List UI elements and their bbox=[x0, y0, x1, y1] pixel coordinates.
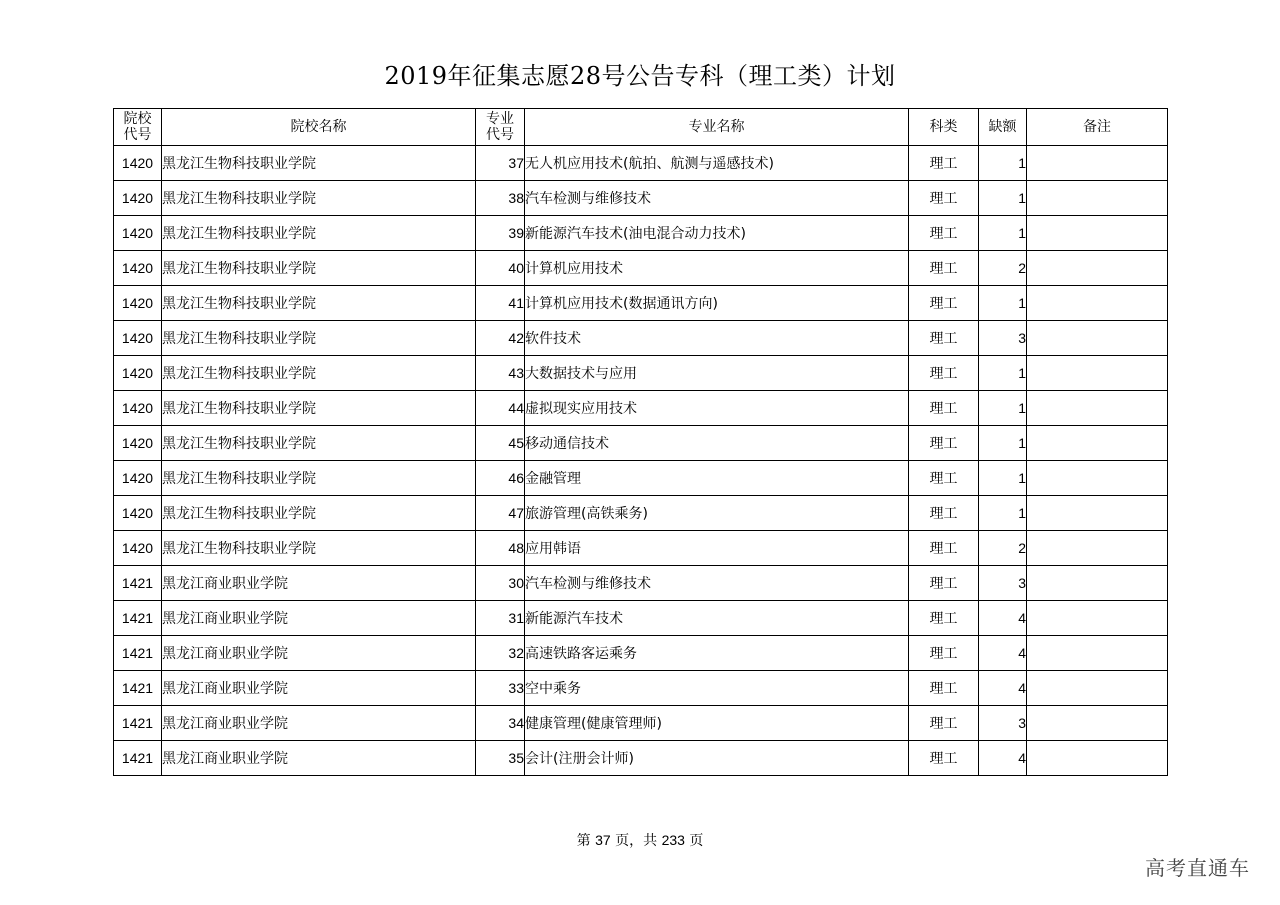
school-code-cell: 1421 bbox=[114, 601, 162, 636]
remark-cell bbox=[1027, 426, 1168, 461]
table-row bbox=[114, 426, 1168, 461]
table-row bbox=[114, 146, 1168, 181]
major-code-cell: 35 bbox=[476, 741, 525, 776]
vacancy-cell: 4 bbox=[979, 636, 1027, 671]
vacancy-cell: 1 bbox=[979, 356, 1027, 391]
major-name-cell: 计算机应用技术 bbox=[525, 251, 909, 286]
vacancy-cell: 1 bbox=[979, 146, 1027, 181]
major-code-cell: 31 bbox=[476, 601, 525, 636]
header-category: 科类 bbox=[909, 109, 979, 146]
school-name-cell: 黑龙江生物科技职业学院 bbox=[162, 251, 476, 286]
remark-cell bbox=[1027, 531, 1168, 566]
major-code-cell: 33 bbox=[476, 671, 525, 706]
major-name-cell: 旅游管理(高铁乘务) bbox=[525, 496, 909, 531]
school-name-cell: 黑龙江生物科技职业学院 bbox=[162, 286, 476, 321]
remark-cell bbox=[1027, 741, 1168, 776]
school-code-cell: 1420 bbox=[114, 496, 162, 531]
major-code-cell: 43 bbox=[476, 356, 525, 391]
category-cell: 理工 bbox=[909, 146, 979, 181]
watermark: 高考直通车 bbox=[1145, 856, 1250, 880]
remark-cell bbox=[1027, 636, 1168, 671]
remark-cell bbox=[1027, 671, 1168, 706]
page-footer bbox=[0, 830, 1280, 850]
major-name-cell: 新能源汽车技术 bbox=[525, 601, 909, 636]
table-row bbox=[114, 216, 1168, 251]
header-major-name: 专业名称 bbox=[525, 109, 909, 146]
vacancy-cell: 1 bbox=[979, 181, 1027, 216]
vacancy-cell: 2 bbox=[979, 531, 1027, 566]
school-name-cell: 黑龙江生物科技职业学院 bbox=[162, 496, 476, 531]
school-name-cell: 黑龙江商业职业学院 bbox=[162, 566, 476, 601]
vacancy-cell: 1 bbox=[979, 496, 1027, 531]
table-row bbox=[114, 741, 1168, 776]
major-code-cell: 38 bbox=[476, 181, 525, 216]
major-code-cell: 44 bbox=[476, 391, 525, 426]
header-major-code-line1: 专业 bbox=[486, 111, 514, 127]
category-cell: 理工 bbox=[909, 496, 979, 531]
vacancy-cell: 2 bbox=[979, 251, 1027, 286]
category-cell: 理工 bbox=[909, 286, 979, 321]
remark-cell bbox=[1027, 461, 1168, 496]
remark-cell bbox=[1027, 286, 1168, 321]
table-row bbox=[114, 391, 1168, 426]
table-row bbox=[114, 566, 1168, 601]
vacancy-cell: 1 bbox=[979, 391, 1027, 426]
major-code-cell: 37 bbox=[476, 146, 525, 181]
remark-cell bbox=[1027, 391, 1168, 426]
footer-page-number: 37 bbox=[595, 832, 611, 848]
vacancy-cell: 3 bbox=[979, 321, 1027, 356]
school-code-cell: 1420 bbox=[114, 391, 162, 426]
header-school-code-line1: 院校 bbox=[123, 111, 152, 127]
category-cell: 理工 bbox=[909, 706, 979, 741]
table-header-row bbox=[114, 109, 1168, 146]
table-row bbox=[114, 496, 1168, 531]
table-row bbox=[114, 461, 1168, 496]
school-name-cell: 黑龙江商业职业学院 bbox=[162, 636, 476, 671]
header-vacancy: 缺额 bbox=[979, 109, 1027, 146]
remark-cell bbox=[1027, 706, 1168, 741]
major-code-cell: 45 bbox=[476, 426, 525, 461]
category-cell: 理工 bbox=[909, 741, 979, 776]
table-row bbox=[114, 706, 1168, 741]
table-row bbox=[114, 671, 1168, 706]
major-name-cell: 虚拟现实应用技术 bbox=[525, 391, 909, 426]
remark-cell bbox=[1027, 146, 1168, 181]
vacancy-cell: 4 bbox=[979, 741, 1027, 776]
remark-cell bbox=[1027, 356, 1168, 391]
school-name-cell: 黑龙江生物科技职业学院 bbox=[162, 181, 476, 216]
header-remark: 备注 bbox=[1027, 109, 1168, 146]
table-row bbox=[114, 531, 1168, 566]
footer-prefix: 第 bbox=[576, 833, 591, 849]
school-code-cell: 1420 bbox=[114, 251, 162, 286]
major-name-cell: 汽车检测与维修技术 bbox=[525, 181, 909, 216]
school-code-cell: 1420 bbox=[114, 461, 162, 496]
remark-cell bbox=[1027, 496, 1168, 531]
school-name-cell: 黑龙江生物科技职业学院 bbox=[162, 321, 476, 356]
vacancy-cell: 1 bbox=[979, 461, 1027, 496]
vacancy-cell: 4 bbox=[979, 601, 1027, 636]
major-code-cell: 39 bbox=[476, 216, 525, 251]
school-name-cell: 黑龙江商业职业学院 bbox=[162, 741, 476, 776]
school-name-cell: 黑龙江生物科技职业学院 bbox=[162, 216, 476, 251]
category-cell: 理工 bbox=[909, 601, 979, 636]
category-cell: 理工 bbox=[909, 671, 979, 706]
major-name-cell: 软件技术 bbox=[525, 321, 909, 356]
major-code-cell: 46 bbox=[476, 461, 525, 496]
table-body bbox=[114, 146, 1168, 776]
category-cell: 理工 bbox=[909, 566, 979, 601]
school-code-cell: 1421 bbox=[114, 636, 162, 671]
table-row bbox=[114, 601, 1168, 636]
school-code-cell: 1420 bbox=[114, 286, 162, 321]
header-major-code-line2: 代号 bbox=[486, 127, 514, 143]
major-name-cell: 空中乘务 bbox=[525, 671, 909, 706]
header-school-code bbox=[114, 109, 162, 146]
school-code-cell: 1420 bbox=[114, 216, 162, 251]
major-name-cell: 计算机应用技术(数据通讯方向) bbox=[525, 286, 909, 321]
major-code-cell: 40 bbox=[476, 251, 525, 286]
school-name-cell: 黑龙江商业职业学院 bbox=[162, 706, 476, 741]
school-name-cell: 黑龙江商业职业学院 bbox=[162, 671, 476, 706]
major-name-cell: 应用韩语 bbox=[525, 531, 909, 566]
footer-suffix: 页 bbox=[689, 833, 704, 849]
table-row bbox=[114, 286, 1168, 321]
major-name-cell: 新能源汽车技术(油电混合动力技术) bbox=[525, 216, 909, 251]
remark-cell bbox=[1027, 181, 1168, 216]
category-cell: 理工 bbox=[909, 251, 979, 286]
major-name-cell: 高速铁路客运乘务 bbox=[525, 636, 909, 671]
table-row bbox=[114, 251, 1168, 286]
table-row bbox=[114, 181, 1168, 216]
vacancy-cell: 3 bbox=[979, 706, 1027, 741]
remark-cell bbox=[1027, 566, 1168, 601]
school-code-cell: 1421 bbox=[114, 741, 162, 776]
school-name-cell: 黑龙江生物科技职业学院 bbox=[162, 461, 476, 496]
major-code-cell: 42 bbox=[476, 321, 525, 356]
school-name-cell: 黑龙江生物科技职业学院 bbox=[162, 391, 476, 426]
remark-cell bbox=[1027, 321, 1168, 356]
school-name-cell: 黑龙江生物科技职业学院 bbox=[162, 356, 476, 391]
vacancy-cell: 1 bbox=[979, 426, 1027, 461]
page-title: 2019年征集志愿28号公告专科（理工类）计划 bbox=[384, 62, 896, 90]
major-name-cell: 移动通信技术 bbox=[525, 426, 909, 461]
category-cell: 理工 bbox=[909, 356, 979, 391]
table-row bbox=[114, 321, 1168, 356]
category-cell: 理工 bbox=[909, 461, 979, 496]
category-cell: 理工 bbox=[909, 181, 979, 216]
major-code-cell: 41 bbox=[476, 286, 525, 321]
school-name-cell: 黑龙江生物科技职业学院 bbox=[162, 426, 476, 461]
major-code-cell: 47 bbox=[476, 496, 525, 531]
school-code-cell: 1421 bbox=[114, 706, 162, 741]
header-major-code bbox=[476, 109, 525, 146]
major-name-cell: 健康管理(健康管理师) bbox=[525, 706, 909, 741]
category-cell: 理工 bbox=[909, 216, 979, 251]
school-name-cell: 黑龙江生物科技职业学院 bbox=[162, 146, 476, 181]
header-school-name: 院校名称 bbox=[162, 109, 476, 146]
school-code-cell: 1420 bbox=[114, 531, 162, 566]
major-code-cell: 48 bbox=[476, 531, 525, 566]
major-code-cell: 34 bbox=[476, 706, 525, 741]
category-cell: 理工 bbox=[909, 321, 979, 356]
vacancy-cell: 3 bbox=[979, 566, 1027, 601]
vacancy-cell: 4 bbox=[979, 671, 1027, 706]
table-row bbox=[114, 356, 1168, 391]
footer-total-pages: 233 bbox=[661, 832, 685, 848]
major-name-cell: 大数据技术与应用 bbox=[525, 356, 909, 391]
category-cell: 理工 bbox=[909, 531, 979, 566]
school-code-cell: 1421 bbox=[114, 566, 162, 601]
school-code-cell: 1420 bbox=[114, 321, 162, 356]
category-cell: 理工 bbox=[909, 636, 979, 671]
header-school-code-line2: 代号 bbox=[123, 127, 152, 143]
vacancy-cell: 1 bbox=[979, 216, 1027, 251]
major-name-cell: 无人机应用技术(航拍、航测与遥感技术) bbox=[525, 146, 909, 181]
school-code-cell: 1421 bbox=[114, 671, 162, 706]
remark-cell bbox=[1027, 251, 1168, 286]
school-code-cell: 1420 bbox=[114, 146, 162, 181]
remark-cell bbox=[1027, 601, 1168, 636]
major-name-cell: 金融管理 bbox=[525, 461, 909, 496]
major-code-cell: 32 bbox=[476, 636, 525, 671]
footer-middle: 页，共 bbox=[615, 833, 658, 849]
school-name-cell: 黑龙江商业职业学院 bbox=[162, 601, 476, 636]
plan-table bbox=[113, 108, 1168, 776]
school-name-cell: 黑龙江生物科技职业学院 bbox=[162, 531, 476, 566]
category-cell: 理工 bbox=[909, 391, 979, 426]
remark-cell bbox=[1027, 216, 1168, 251]
major-name-cell: 汽车检测与维修技术 bbox=[525, 566, 909, 601]
vacancy-cell: 1 bbox=[979, 286, 1027, 321]
school-code-cell: 1420 bbox=[114, 356, 162, 391]
category-cell: 理工 bbox=[909, 426, 979, 461]
school-code-cell: 1420 bbox=[114, 181, 162, 216]
major-code-cell: 30 bbox=[476, 566, 525, 601]
major-name-cell: 会计(注册会计师) bbox=[525, 741, 909, 776]
school-code-cell: 1420 bbox=[114, 426, 162, 461]
table-row bbox=[114, 636, 1168, 671]
